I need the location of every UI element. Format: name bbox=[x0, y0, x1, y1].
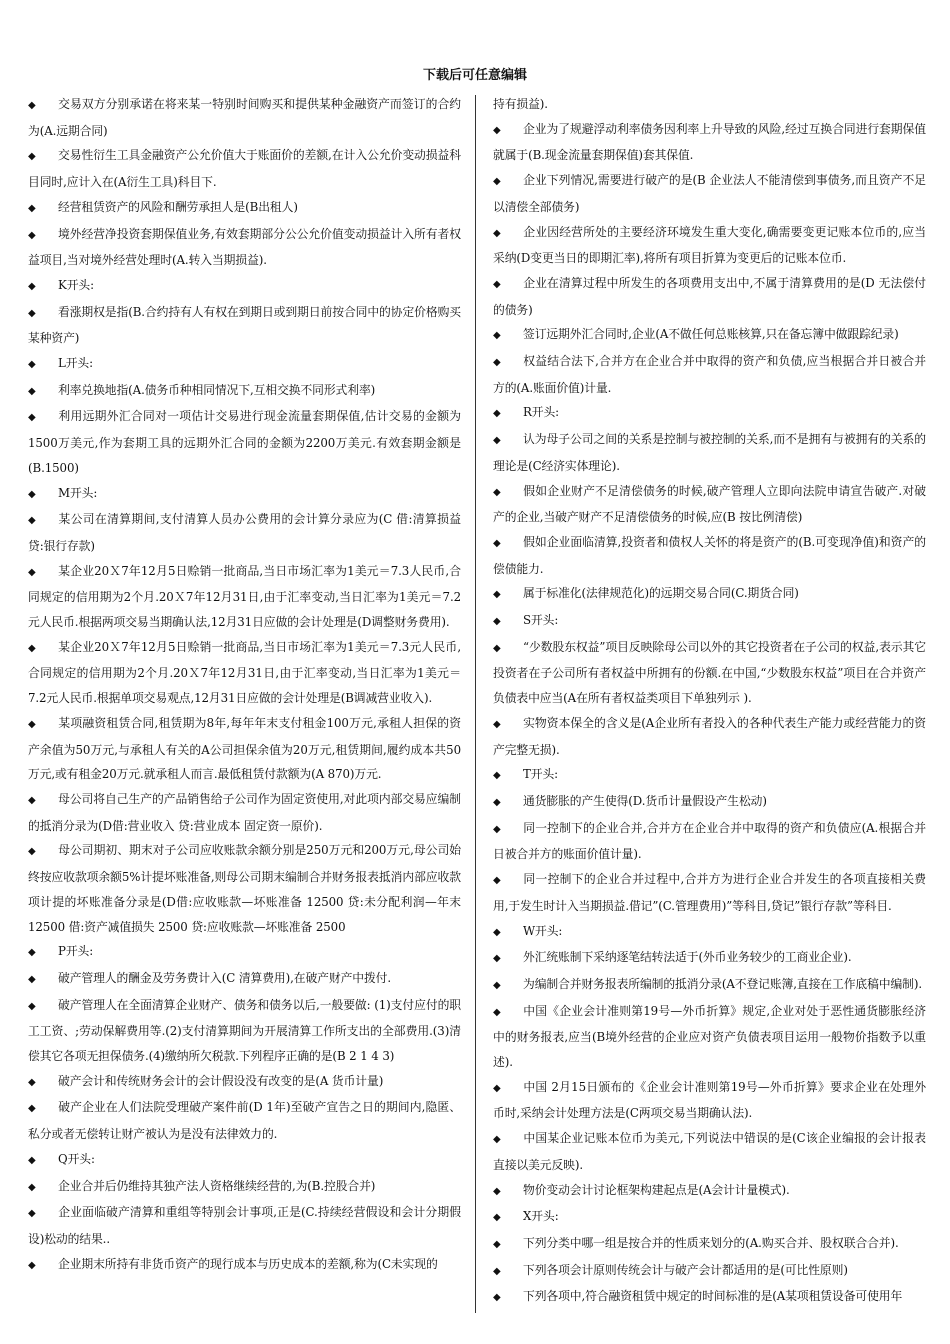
list-item bbox=[493, 168, 926, 219]
item-text: K开头: bbox=[58, 277, 94, 292]
column-divider bbox=[475, 95, 476, 1313]
diamond-bullet-icon: ◆ bbox=[28, 1076, 36, 1088]
list-item bbox=[28, 404, 461, 480]
item-text: “少数股东权益”项目反映除母公司以外的其它投资者在子公司的权益,表示其它投资者在子公司所有者权益中所拥有的份额.在中国,“少数股东权益”项目在合并资产负债表中应当(A在所有者权益类项目下单独列示 ). bbox=[493, 639, 926, 706]
item-text: 中国《企业会计准则第19号—外币折算》规定,企业对处于恶性通货膨胀经济中的财务报表,应当(B境外经营的企业应对资产负债表项目运用一般物价指数予以重述). bbox=[493, 1003, 926, 1070]
list-item bbox=[493, 1075, 926, 1126]
diamond-bullet-icon: ◆ bbox=[493, 1006, 501, 1018]
diamond-bullet-icon: ◆ bbox=[493, 1134, 501, 1146]
list-item bbox=[493, 322, 926, 349]
item-text: 假如企业财产不足清偿债务的时候,破产管理人立即向法院申请宣告破产.对破产的企业,当破产财产不足清偿债务的时候,应(B 按比例清偿) bbox=[493, 483, 926, 525]
list-item bbox=[28, 1147, 461, 1174]
page-title: 下载后可任意编辑 bbox=[422, 68, 527, 83]
list-item bbox=[493, 400, 926, 427]
diamond-bullet-icon: ◆ bbox=[28, 280, 36, 292]
list-item bbox=[493, 1204, 926, 1231]
diamond-bullet-icon: ◆ bbox=[493, 486, 501, 498]
item-text: 母公司期初、期末对子公司应收账款余额分别是250万元和200万元,母公司始终按应收款项余额5%计提坏账准备,则母公司期末编制合并财务报表抵消内部应收款项计提的坏账准备分录是(D借:应收账款—坏账准备 12500 贷:未分配利润—年末 12500 借:资产减值损失 2500 贷:应收账款—坏账准备 2500 bbox=[28, 843, 461, 934]
diamond-bullet-icon: ◆ bbox=[493, 435, 501, 447]
list-item bbox=[493, 972, 926, 999]
diamond-bullet-icon: ◆ bbox=[28, 1208, 36, 1220]
item-text: 权益结合法下,合并方在企业合并中取得的资产和负债,应当根据合并日被合并方的(A.账面价值)计量. bbox=[493, 354, 926, 395]
list-item bbox=[493, 999, 926, 1075]
item-text: 同一控制下的企业合并,合并方在企业合并中取得的资产和负债应(A.根据合并日被合并方的账面价值计量). bbox=[493, 820, 926, 862]
diamond-bullet-icon: ◆ bbox=[493, 1185, 501, 1197]
diamond-bullet-icon: ◆ bbox=[28, 718, 36, 730]
diamond-bullet-icon: ◆ bbox=[493, 953, 501, 965]
diamond-bullet-icon: ◆ bbox=[493, 1082, 501, 1094]
item-text: 某企业20Ｘ7年12月5日赊销一批商品,当日市场汇率为1美元＝7.3人民币,合同规定的信用期为2个月.20Ｘ7年12月31日,由于汇率变动,当日汇率为1美元＝7.2元人民币.根据两项交易当期确认法,12月31日应做的会计处理是(D调整财务费用). bbox=[28, 563, 461, 630]
list-item bbox=[28, 1174, 461, 1201]
diamond-bullet-icon: ◆ bbox=[493, 642, 501, 654]
list-item bbox=[493, 711, 926, 762]
list-item bbox=[493, 117, 926, 168]
diamond-bullet-icon: ◆ bbox=[28, 515, 36, 527]
item-text: 下列各项会计原则传统会计与破产会计都适用的是(可比性原则) bbox=[523, 1262, 848, 1277]
item-text: 企业下列情况,需要进行破产的是(B 企业法人不能清偿到事债务,而且资产不足以清偿全部债务) bbox=[493, 173, 926, 214]
list-item bbox=[493, 581, 926, 608]
diamond-bullet-icon: ◆ bbox=[493, 1292, 501, 1304]
item-text: 物价变动会计讨论框架构建起点是(A会计计量模式). bbox=[523, 1182, 790, 1197]
diamond-bullet-icon: ◆ bbox=[28, 973, 36, 985]
diamond-bullet-icon: ◆ bbox=[28, 794, 36, 806]
item-text: 企业因经营所处的主要经济环境发生重大变化,确需要变更记账本位币的,应当采纳(D变更当日的即期汇率),将所有项目折算为变更后的记账本位币. bbox=[493, 224, 926, 266]
diamond-bullet-icon: ◆ bbox=[493, 1265, 501, 1277]
item-text: 通货膨胀的产生使得(D.货币计量假设产生松动) bbox=[523, 793, 767, 808]
diamond-bullet-icon: ◆ bbox=[28, 1154, 36, 1166]
item-text: 破产管理人在全面清算企业财产、债务和债务以后,一般要做: (1)支付应付的职工工资、;劳动保解费用等.(2)支付清算期间为开展清算工作所支出的全部费用.(3)清偿其它各项无担保债务.(4)缴纳所欠税款.下列程序正确的是(B 2 1 4 3) bbox=[28, 997, 461, 1064]
item-text: S开头: bbox=[523, 613, 559, 628]
diamond-bullet-icon: ◆ bbox=[28, 385, 36, 397]
item-text: 同一控制下的企业合并过程中,合并方为进行企业合并发生的各项直接相关费用,于发生时计入当期损益.借记”(C.管理费用)”等科目,贷记”银行存款”等科目. bbox=[493, 872, 926, 913]
diamond-bullet-icon: ◆ bbox=[493, 770, 501, 782]
list-item bbox=[493, 945, 926, 972]
list-item bbox=[493, 1284, 926, 1311]
item-text: 实物资本保全的含义是(A企业所有者投入的各种代表生产能力或经营能力的资产完整无损). bbox=[493, 715, 926, 757]
list-item bbox=[493, 92, 926, 117]
list-item bbox=[28, 711, 461, 787]
item-text: 中国某企业记账本位币为美元,下列说法中错误的是(C该企业编报的会计报表直接以美元反映). bbox=[493, 1131, 926, 1172]
item-text: 签订远期外汇合同时,企业(A不做任何总账核算,只在备忘簿中做跟踪纪录) bbox=[523, 327, 899, 342]
diamond-bullet-icon: ◆ bbox=[493, 278, 501, 290]
item-text: 为编制合并财务报表所编制的抵消分录(A不登记账簿,直接在工作底稿中编制). bbox=[523, 976, 923, 991]
item-text: 下列各项中,符合融资租赁中规定的时间标准的是(A某项租赁设备可使用年 bbox=[523, 1289, 903, 1304]
list-item bbox=[28, 1069, 461, 1096]
diamond-bullet-icon: ◆ bbox=[28, 100, 36, 111]
list-item bbox=[28, 351, 461, 378]
item-text: 母公司将自己生产的产品销售给子公司作为固定资使用,对此项内部交易应编制的抵消分录为(D借:营业收入 贷:营业成本 固定资一原价). bbox=[28, 791, 461, 833]
list-item bbox=[493, 789, 926, 816]
item-text: 利用远期外汇合同对一项估计交易进行现金流量套期保值,估计交易的金额为1500万美元,作为套期工具的远期外汇合同的金额为2200万美元.有效套期金额是(B.1500) bbox=[28, 409, 461, 475]
item-text: 属于标准化(法律规范化)的远期交易合同(C.期货合同) bbox=[523, 586, 799, 601]
diamond-bullet-icon: ◆ bbox=[28, 566, 36, 578]
item-text: M开头: bbox=[58, 485, 98, 500]
diamond-bullet-icon: ◆ bbox=[493, 589, 501, 601]
list-item bbox=[493, 919, 926, 946]
diamond-bullet-icon: ◆ bbox=[493, 408, 501, 420]
diamond-bullet-icon: ◆ bbox=[493, 616, 501, 628]
list-item bbox=[493, 427, 926, 478]
item-text: 某公司在清算期间,支付清算人员办公费用的会计算分录应为(C 借:清算损益 贷:银行存款) bbox=[28, 512, 461, 553]
item-text: 某企业20Ｘ7年12月5日赊销一批商品,当日市场汇率为1美元＝7.3元人民币,合同规定的信用期为2个月.20Ｘ7年12月31日,由于汇率变动,当日汇率为1美元＝7.2元人民币.根据单项交易观点,12月31日应做的会计处理是(B调减营业收入). bbox=[28, 639, 461, 706]
item-text: 看涨期权是指(B.合约持有人有权在到期日或到期日前按合同中的协定价格购买某种资产) bbox=[28, 304, 461, 346]
item-text: 破产企业在人们法院受理破产案件前(D 1年)至破产宣告之日的期间内,隐匿、私分或者无偿转让财产被认为是没有法律效力的. bbox=[28, 1100, 461, 1142]
item-text: Q开头: bbox=[58, 1151, 95, 1166]
list-item bbox=[493, 271, 926, 322]
list-item bbox=[28, 838, 461, 939]
diamond-bullet-icon: ◆ bbox=[28, 488, 36, 500]
list-item bbox=[28, 1200, 461, 1251]
diamond-bullet-icon: ◆ bbox=[493, 537, 501, 549]
list-item bbox=[28, 378, 461, 405]
item-text: 破产会计和传统财务会计的会计假设没有改变的是(A 货币计量) bbox=[58, 1073, 384, 1088]
list-item bbox=[28, 143, 461, 194]
list-item bbox=[28, 1252, 461, 1279]
diamond-bullet-icon: ◆ bbox=[28, 359, 36, 371]
item-text: 下列分类中哪一组是按合并的性质来划分的(A.购买合并、股权联合合并). bbox=[523, 1235, 899, 1250]
item-text: 某项融资租赁合同,租赁期为8年,每年年末支付租金100万元,承租人担保的资产余值为50万元,与承租人有关的A公司担保余值为20万元,租赁期间,履约成本共50万元,或有租金20万元.就承租人而言.最低租赁付款额为(A 870)万元. bbox=[28, 715, 461, 782]
diamond-bullet-icon: ◆ bbox=[28, 642, 36, 654]
diamond-bullet-icon: ◆ bbox=[28, 202, 36, 214]
item-text: 外汇统账制下采纳逐笔结转法适于(外币业务较少的工商业企业). bbox=[523, 950, 852, 965]
item-text: 境外经营净投资套期保值业务,有效套期部分公公允价值变动损益计入所有者权益项目,当对境外经营处理时(A.转入当期损益). bbox=[28, 226, 461, 268]
list-item bbox=[28, 273, 461, 300]
item-text: 假如企业面临清算,投资者和债权人关怀的将是资产的(B.可变现净值)和资产的偿债能力. bbox=[493, 534, 926, 576]
list-item bbox=[493, 1258, 926, 1285]
diamond-bullet-icon: ◆ bbox=[28, 1181, 36, 1193]
diamond-bullet-icon: ◆ bbox=[493, 1212, 501, 1224]
list-item bbox=[28, 507, 461, 558]
list-item bbox=[28, 481, 461, 508]
left-column bbox=[28, 92, 461, 1322]
diamond-bullet-icon: ◆ bbox=[493, 875, 501, 887]
diamond-bullet-icon: ◆ bbox=[493, 796, 501, 808]
list-item bbox=[493, 867, 926, 918]
list-item bbox=[28, 195, 461, 222]
item-text: T开头: bbox=[523, 767, 559, 782]
diamond-bullet-icon: ◆ bbox=[493, 227, 501, 239]
diamond-bullet-icon: ◆ bbox=[493, 357, 501, 369]
right-column bbox=[493, 92, 926, 1322]
diamond-bullet-icon: ◆ bbox=[493, 330, 501, 342]
item-text: 经营租赁资产的风险和酬劳承担人是(B出租人) bbox=[58, 199, 298, 214]
diamond-bullet-icon: ◆ bbox=[28, 1259, 36, 1271]
list-item bbox=[28, 300, 461, 351]
list-item bbox=[493, 608, 926, 635]
item-text: 持有损益). bbox=[493, 97, 548, 111]
diamond-bullet-icon: ◆ bbox=[28, 151, 36, 163]
list-item bbox=[493, 349, 926, 400]
diamond-bullet-icon: ◆ bbox=[493, 979, 501, 991]
list-item bbox=[493, 635, 926, 711]
list-item bbox=[28, 966, 461, 993]
item-text: L开头: bbox=[58, 356, 94, 371]
list-item bbox=[28, 939, 461, 966]
diamond-bullet-icon: ◆ bbox=[28, 1103, 36, 1115]
diamond-bullet-icon: ◆ bbox=[28, 412, 36, 424]
item-text: R开头: bbox=[523, 405, 560, 420]
item-text: 破产管理人的酬金及劳务费计入(C 清算费用),在破产财产中拨付. bbox=[58, 970, 392, 985]
list-item bbox=[28, 92, 461, 143]
item-text: 企业期末所持有非货币资产的现行成本与历史成本的差额,称为(C未实现的 bbox=[58, 1256, 438, 1271]
list-item bbox=[493, 762, 926, 789]
list-item bbox=[493, 479, 926, 530]
diamond-bullet-icon: ◆ bbox=[493, 823, 501, 835]
item-text: 企业为了规避浮动利率债务因利率上升导致的风险,经过互换合同进行套期保值就属于(B.现金流量套期保值)套其保值. bbox=[493, 121, 926, 163]
list-item bbox=[493, 1178, 926, 1205]
list-item bbox=[28, 559, 461, 635]
diamond-bullet-icon: ◆ bbox=[28, 1000, 36, 1012]
list-item bbox=[28, 993, 461, 1069]
list-item bbox=[493, 220, 926, 271]
diamond-bullet-icon: ◆ bbox=[28, 229, 36, 241]
item-text: 企业面临破产清算和重组等特别会计事项,正是(C.持续经营假设和会计分期假设)松动的结果.. bbox=[28, 1205, 461, 1246]
item-text: 交易性衍生工具金融资产公允价值大于账面价的差额,在计入公允价变动损益科目同时,应计入在(A衍生工具)科目下. bbox=[28, 148, 461, 190]
list-item bbox=[28, 1095, 461, 1146]
list-item bbox=[28, 787, 461, 838]
item-text: X开头: bbox=[523, 1209, 559, 1224]
item-text: 中国 2月15日颁布的《企业会计准则第19号—外币折算》要求企业在处理外币时,采纳会计处理方法是(C两项交易当期确认法). bbox=[493, 1079, 926, 1121]
diamond-bullet-icon: ◆ bbox=[28, 947, 36, 959]
item-text: P开头: bbox=[58, 944, 94, 959]
list-item bbox=[28, 635, 461, 711]
item-text: 企业在清算过程中所发生的各项费用支出中,不属于清算费用的是(D 无法偿付的债务) bbox=[493, 275, 926, 317]
item-text: 认为母子公司之间的关系是控制与被控制的关系,而不是拥有与被拥有的关系的理论是(C经济实体理论). bbox=[493, 432, 926, 473]
diamond-bullet-icon: ◆ bbox=[493, 926, 501, 938]
item-text: W开头: bbox=[523, 923, 563, 938]
item-text: 交易双方分别承诺在将来某一特别时间购买和提供某种金融资产而签订的合约为(A.远期合同) bbox=[28, 97, 461, 138]
diamond-bullet-icon: ◆ bbox=[28, 846, 36, 858]
list-item bbox=[28, 222, 461, 273]
list-item bbox=[493, 1231, 926, 1258]
list-item bbox=[493, 816, 926, 867]
diamond-bullet-icon: ◆ bbox=[28, 307, 36, 319]
item-text: 企业合并后仍维持其独产法人资格继续经营的,为(B.控股合并) bbox=[58, 1178, 376, 1193]
diamond-bullet-icon: ◆ bbox=[493, 124, 501, 136]
diamond-bullet-icon: ◆ bbox=[493, 1238, 501, 1250]
item-text: 利率兑换地指(A.债务币种相同情况下,互相交换不同形式利率) bbox=[58, 382, 376, 397]
diamond-bullet-icon: ◆ bbox=[493, 718, 501, 730]
list-item bbox=[493, 530, 926, 581]
diamond-bullet-icon: ◆ bbox=[493, 176, 501, 188]
list-item bbox=[493, 1126, 926, 1177]
